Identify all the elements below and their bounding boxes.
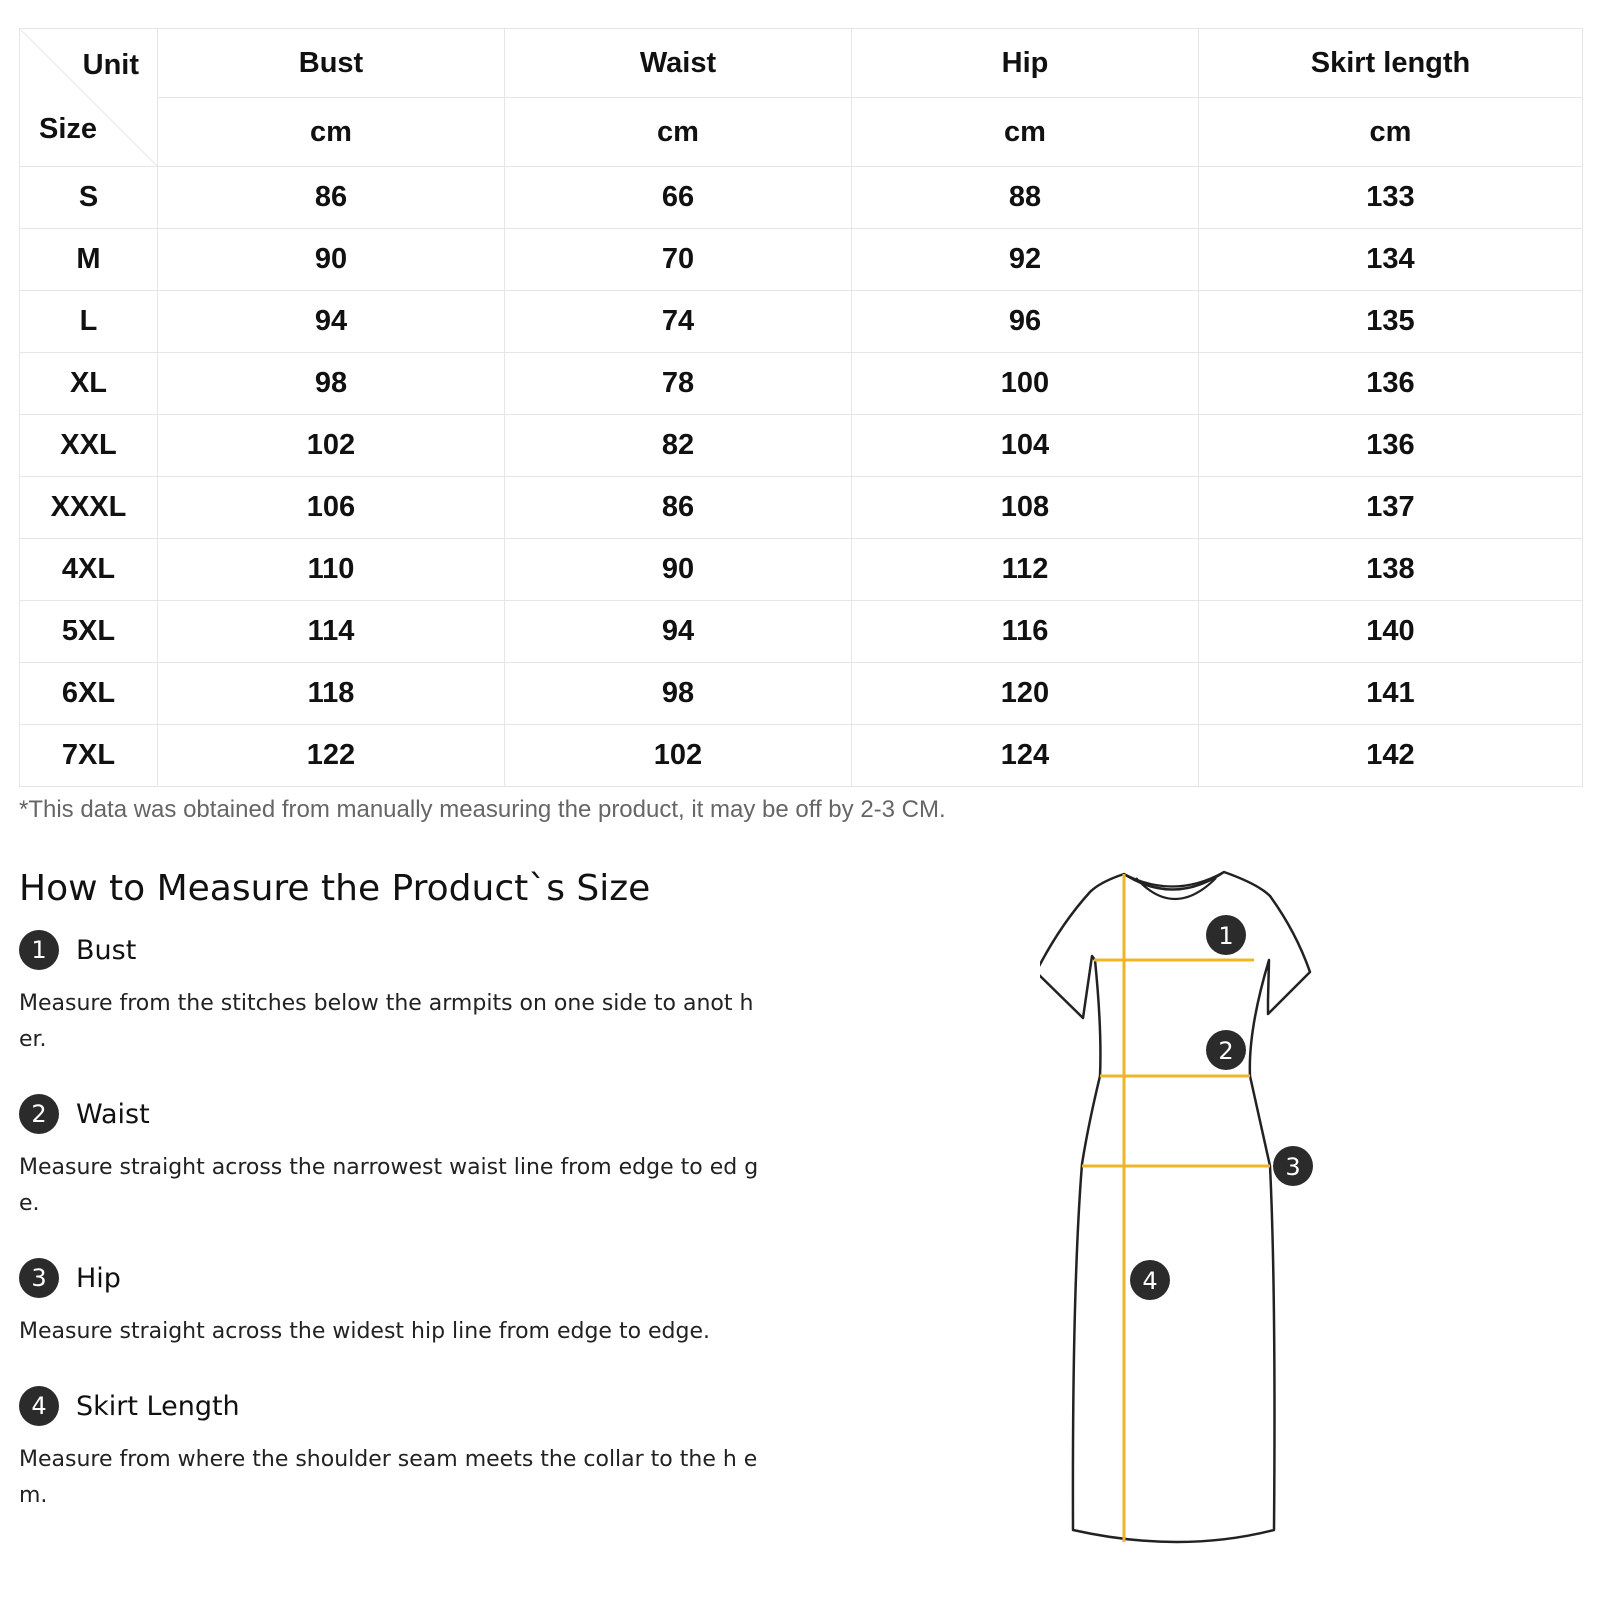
hip-cell: 104 [852, 415, 1199, 477]
dress-diagram [1040, 860, 1360, 1560]
unit-skirt-length: cm [1199, 98, 1583, 167]
unit-bust: cm [158, 98, 505, 167]
guide-title: How to Measure the Product`s Size [19, 868, 651, 909]
waist-cell: 74 [505, 291, 852, 353]
collar-line [1124, 872, 1224, 899]
size-cell: L [20, 291, 158, 353]
table-row [20, 663, 1583, 725]
marker-4 [1130, 1260, 1170, 1300]
marker-4-label: 4 [1142, 1267, 1158, 1295]
measurement-note: *This data was obtained from manually measuring the product, it may be off by 2-3 CM. [19, 796, 946, 823]
bust-cell: 110 [158, 539, 505, 601]
column-header-bust: Bust [158, 29, 505, 98]
size-cell: M [20, 229, 158, 291]
waist-cell: 90 [505, 539, 852, 601]
hip-cell: 96 [852, 291, 1199, 353]
size-table [19, 28, 1583, 787]
waist-cell: 82 [505, 415, 852, 477]
table-row [20, 353, 1583, 415]
hip-cell: 108 [852, 477, 1199, 539]
dress-outline [1040, 872, 1310, 1542]
bust-cell: 102 [158, 415, 505, 477]
waist-cell: 98 [505, 663, 852, 725]
guide-item-skirt-length [19, 1384, 779, 1514]
corner-unit-label: Unit [82, 49, 139, 81]
column-header-waist: Waist [505, 29, 852, 98]
bust-cell: 90 [158, 229, 505, 291]
table-body [20, 167, 1583, 787]
marker-3 [1273, 1146, 1313, 1186]
header-row-units [20, 98, 1583, 167]
guide-item-waist [19, 1092, 779, 1222]
bust-cell: 122 [158, 725, 505, 787]
unit-waist: cm [505, 98, 852, 167]
size-cell: 6XL [20, 663, 158, 725]
table-row [20, 167, 1583, 229]
hip-cell: 92 [852, 229, 1199, 291]
guide-item-label: Bust [76, 934, 137, 966]
number-badge: 4 [19, 1386, 59, 1426]
skirt-cell: 135 [1199, 291, 1583, 353]
marker-1 [1206, 915, 1246, 955]
guide-item-hip [19, 1256, 779, 1350]
number-badge: 1 [19, 930, 59, 970]
waist-cell: 94 [505, 601, 852, 663]
skirt-cell: 136 [1199, 415, 1583, 477]
header-row-names [20, 29, 1583, 98]
hip-cell: 112 [852, 539, 1199, 601]
corner-cell [20, 29, 158, 167]
waist-cell: 102 [505, 725, 852, 787]
bust-cell: 118 [158, 663, 505, 725]
skirt-cell: 141 [1199, 663, 1583, 725]
guide-item-description: Measure from where the shoulder seam meets the collar to the h em. [19, 1447, 758, 1508]
guide-item-description: Measure straight across the narrowest waist line from edge to ed ge. [19, 1155, 759, 1216]
skirt-cell: 142 [1199, 725, 1583, 787]
table-row [20, 477, 1583, 539]
skirt-cell: 136 [1199, 353, 1583, 415]
waist-cell: 70 [505, 229, 852, 291]
column-header-skirt-length: Skirt length [1199, 29, 1583, 98]
table-row [20, 539, 1583, 601]
hip-cell: 124 [852, 725, 1199, 787]
table-row [20, 601, 1583, 663]
waist-cell: 66 [505, 167, 852, 229]
number-badge: 2 [19, 1094, 59, 1134]
table-row [20, 291, 1583, 353]
skirt-cell: 140 [1199, 601, 1583, 663]
marker-2-label: 2 [1218, 1037, 1234, 1065]
size-cell: XXL [20, 415, 158, 477]
waist-cell: 86 [505, 477, 852, 539]
hip-cell: 120 [852, 663, 1199, 725]
hip-cell: 116 [852, 601, 1199, 663]
skirt-cell: 133 [1199, 167, 1583, 229]
corner-size-label: Size [39, 113, 98, 145]
waist-cell: 78 [505, 353, 852, 415]
column-header-hip: Hip [852, 29, 1199, 98]
size-cell: S [20, 167, 158, 229]
size-cell: 5XL [20, 601, 158, 663]
guide-item-label: Skirt Length [76, 1390, 240, 1422]
bust-cell: 106 [158, 477, 505, 539]
table-row [20, 229, 1583, 291]
bust-cell: 98 [158, 353, 505, 415]
guide-item-label: Hip [76, 1262, 121, 1294]
size-cell: 7XL [20, 725, 158, 787]
skirt-cell: 134 [1199, 229, 1583, 291]
guide-item-description: Measure straight across the widest hip line from edge to edge. [19, 1319, 711, 1344]
skirt-cell: 138 [1199, 539, 1583, 601]
size-cell: XXXL [20, 477, 158, 539]
bust-cell: 86 [158, 167, 505, 229]
guide-item-label: Waist [76, 1098, 150, 1130]
marker-1-label: 1 [1218, 922, 1234, 950]
unit-hip: cm [852, 98, 1199, 167]
hip-cell: 88 [852, 167, 1199, 229]
size-cell: XL [20, 353, 158, 415]
marker-3-label: 3 [1285, 1153, 1301, 1181]
size-cell: 4XL [20, 539, 158, 601]
hip-cell: 100 [852, 353, 1199, 415]
bust-cell: 114 [158, 601, 505, 663]
bust-cell: 94 [158, 291, 505, 353]
skirt-cell: 137 [1199, 477, 1583, 539]
table-row [20, 415, 1583, 477]
number-badge: 3 [19, 1258, 59, 1298]
guide-item-bust [19, 928, 779, 1058]
marker-2 [1206, 1030, 1246, 1070]
table-row [20, 725, 1583, 787]
guide-item-description: Measure from the stitches below the armpits on one side to anot her. [19, 991, 754, 1052]
